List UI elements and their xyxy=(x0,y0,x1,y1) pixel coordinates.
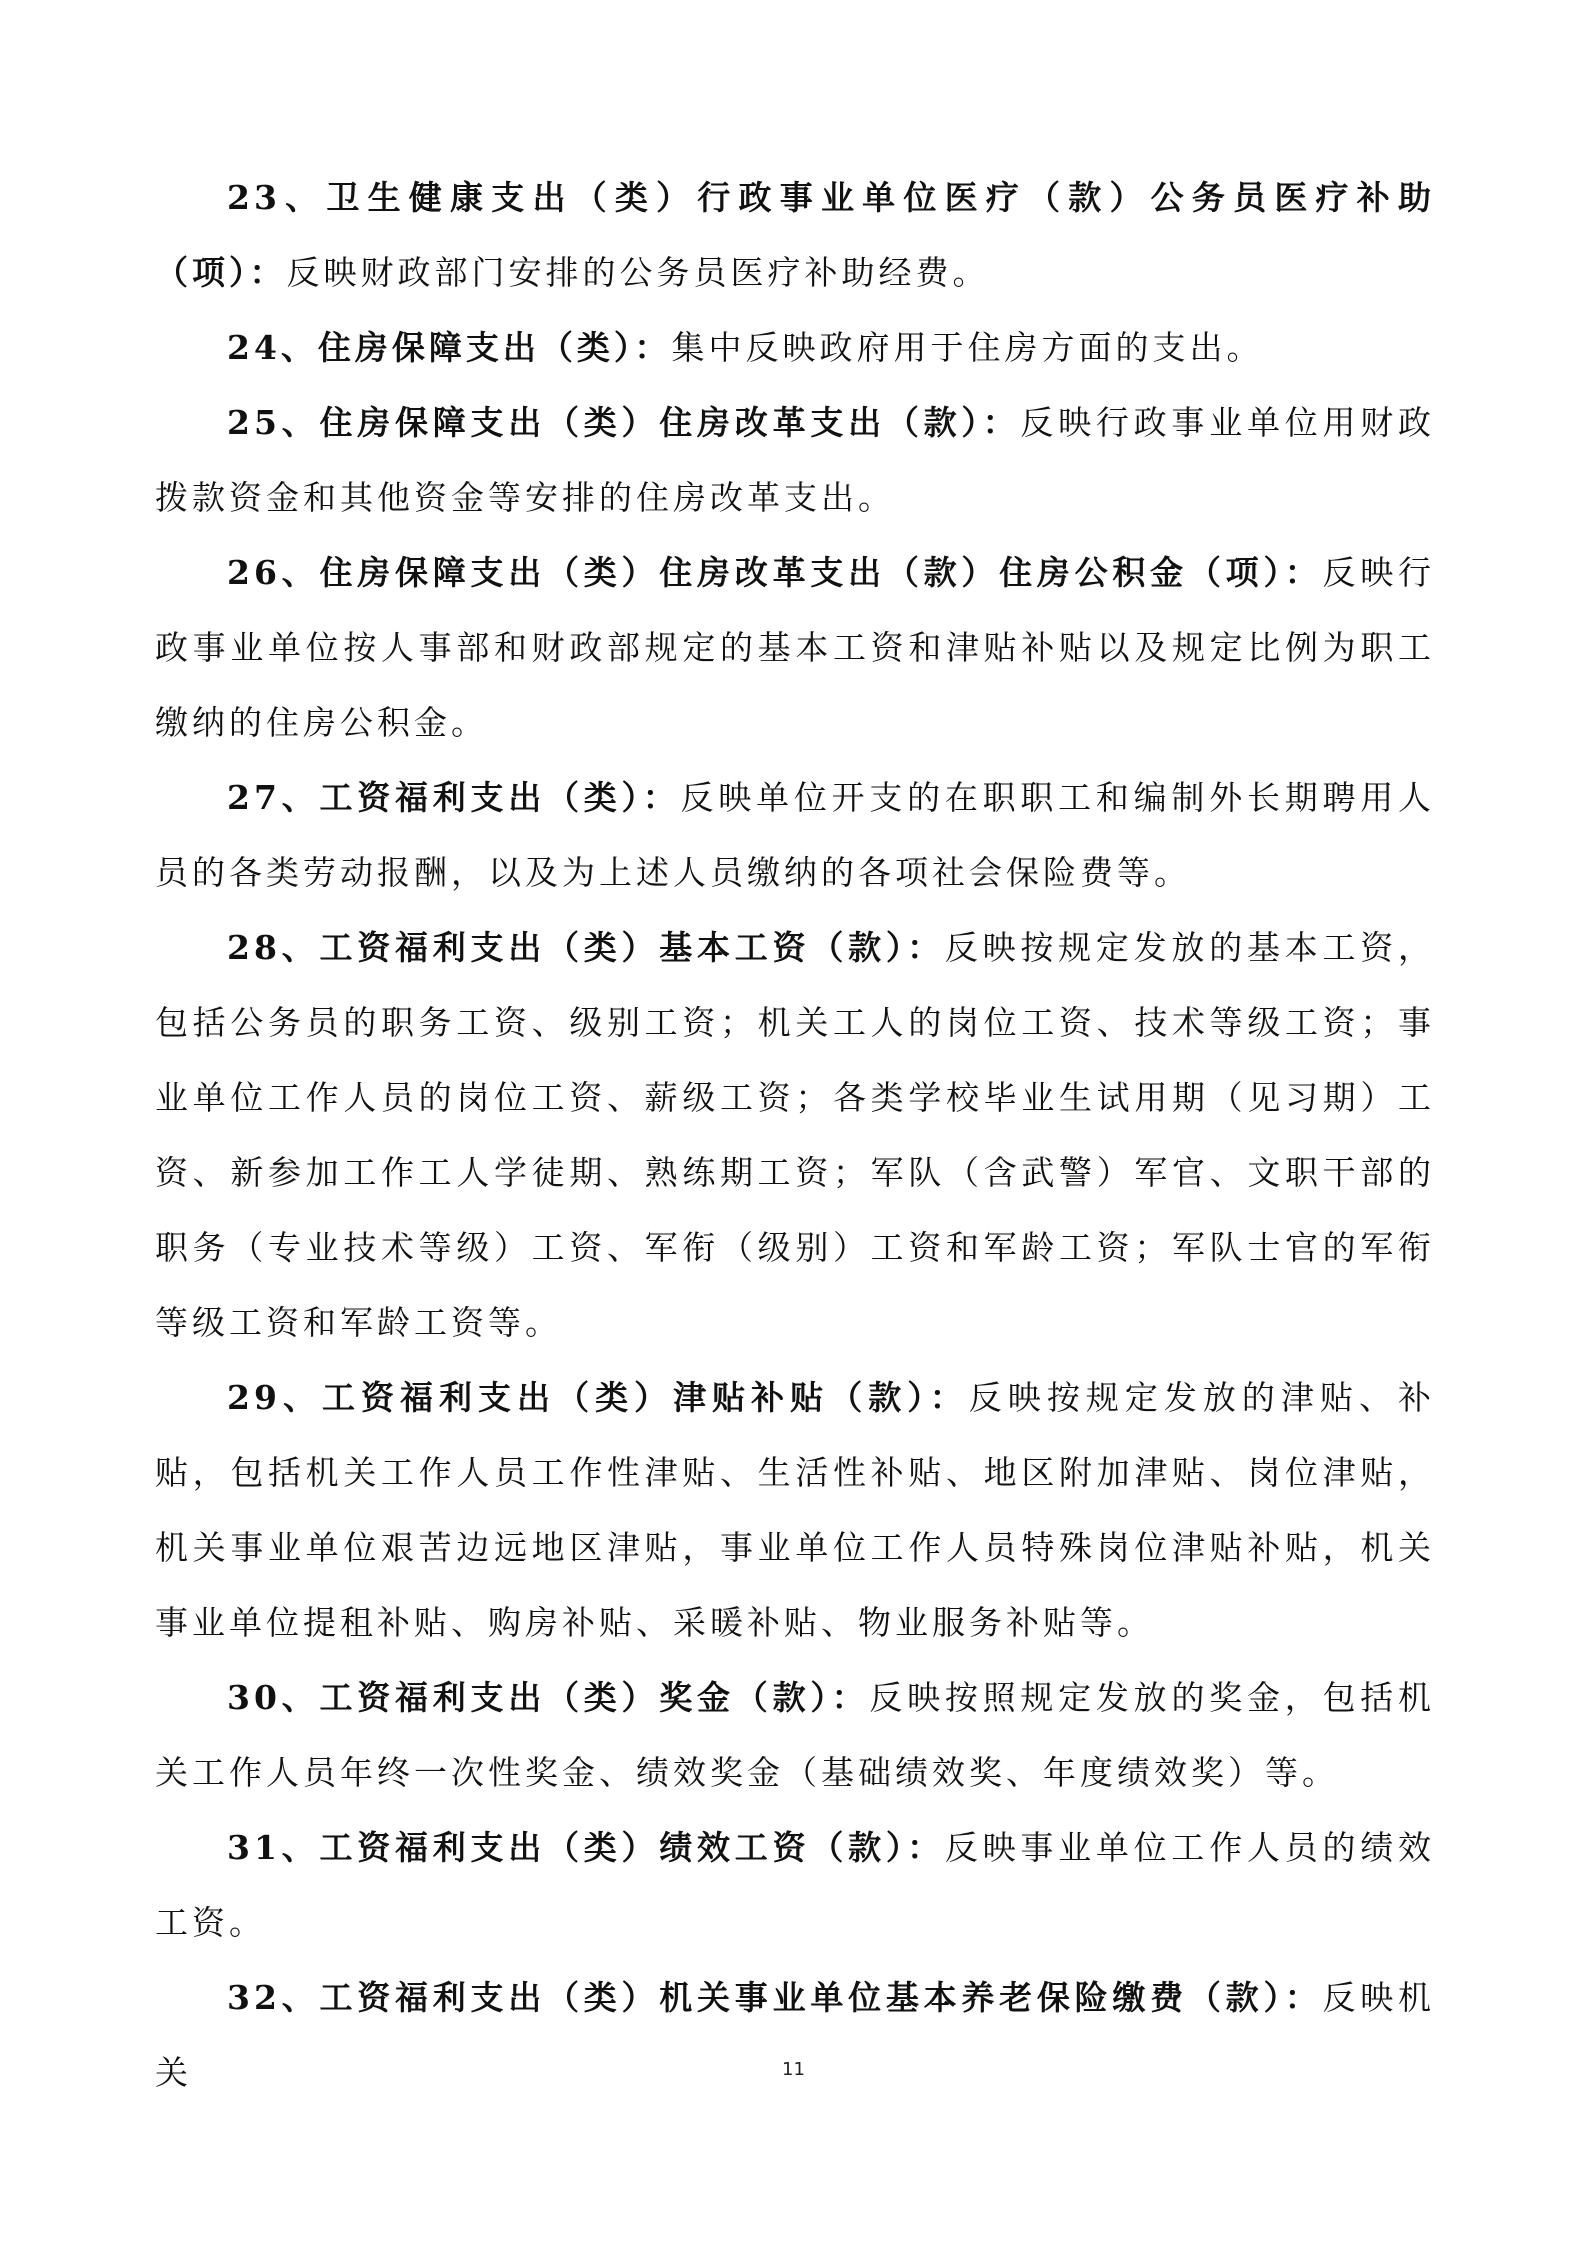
paragraph-26 xyxy=(155,535,1435,760)
paragraph-heading: 27、工资福利支出（类）： xyxy=(227,778,681,817)
paragraph-heading: 26、住房保障支出（类）住房改革支出（款）住房公积金（项）： xyxy=(227,553,1323,592)
paragraph-text: 反映按规定发放的津贴、补贴，包括机关工作人员工作性津贴、生活性补贴、地区附加津贴、岗位津贴，机关事业单位艰苦边远地区津贴，事业单位工作人员特殊岗位津贴补贴，机关事业单位提租补贴、购房补贴、采暖补贴、物业服务补贴等。 xyxy=(155,1378,1435,1642)
paragraph-25 xyxy=(155,385,1435,535)
paragraph-31 xyxy=(155,1810,1435,1960)
paragraph-27 xyxy=(155,760,1435,910)
paragraph-28 xyxy=(155,910,1435,1360)
paragraph-32 xyxy=(155,1960,1435,2110)
paragraph-23 xyxy=(155,160,1435,310)
paragraph-text: 反映行政事业单位按人事部和财政部规定的基本工资和津贴补贴以及规定比例为职工缴纳的住房公积金。 xyxy=(155,553,1435,742)
paragraph-text: 反映事业单位工作人员的绩效工资。 xyxy=(155,1828,1435,1942)
paragraph-heading: 25、住房保障支出（类）住房改革支出（款）： xyxy=(227,403,1021,442)
paragraph-heading: 30、工资福利支出（类）奖金（款）： xyxy=(227,1678,870,1717)
paragraph-text: 反映财政部门安排的公务员医疗补助经费。 xyxy=(286,253,990,292)
paragraph-text: 反映按照规定发放的奖金，包括机关工作人员年终一次性奖金、绩效奖金（基础绩效奖、年度绩效奖）等。 xyxy=(155,1678,1436,1792)
document-body xyxy=(155,160,1435,2110)
paragraph-text: 反映按规定发放的基本工资，包括公务员的职务工资、级别工资；机关工人的岗位工资、技术等级工资；事业单位工作人员的岗位工资、薪级工资；各类学校毕业生试用期（见习期）工资、新参加工作工人学徒期、熟练期工资；军队（含武警）军官、文职干部的职务（专业技术等级）工资、军衔（级别）工资和军龄工资；军队士官的军衔等级工资和军龄工资等。 xyxy=(155,928,1435,1342)
paragraph-heading: 32、工资福利支出（类）机关事业单位基本养老保险缴费（款）： xyxy=(227,1978,1323,2017)
paragraph-heading: 29、工资福利支出（类）津贴补贴（款）： xyxy=(227,1378,969,1417)
paragraph-30 xyxy=(155,1660,1435,1810)
paragraph-text: 反映机关 xyxy=(155,1978,1435,2092)
paragraph-text: 集中反映政府用于住房方面的支出。 xyxy=(671,328,1264,367)
paragraph-heading: 24、住房保障支出（类）： xyxy=(227,328,672,367)
paragraph-24 xyxy=(155,310,1435,385)
paragraph-heading: 31、工资福利支出（类）绩效工资（款）： xyxy=(227,1828,945,1867)
paragraph-29 xyxy=(155,1360,1435,1660)
paragraph-text: 反映单位开支的在职职工和编制外长期聘用人员的各类劳动报酬，以及为上述人员缴纳的各项社会保险费等。 xyxy=(155,778,1435,892)
paragraph-text: 反映行政事业单位用财政拨款资金和其他资金等安排的住房改革支出。 xyxy=(155,403,1435,517)
page-number: 11 xyxy=(782,2059,805,2080)
paragraph-heading: 28、工资福利支出（类）基本工资（款）： xyxy=(227,928,945,967)
paragraph-heading: 23、卫生健康支出（类）行政事业单位医疗（款）公务员医疗补助（项）： xyxy=(155,178,1435,292)
